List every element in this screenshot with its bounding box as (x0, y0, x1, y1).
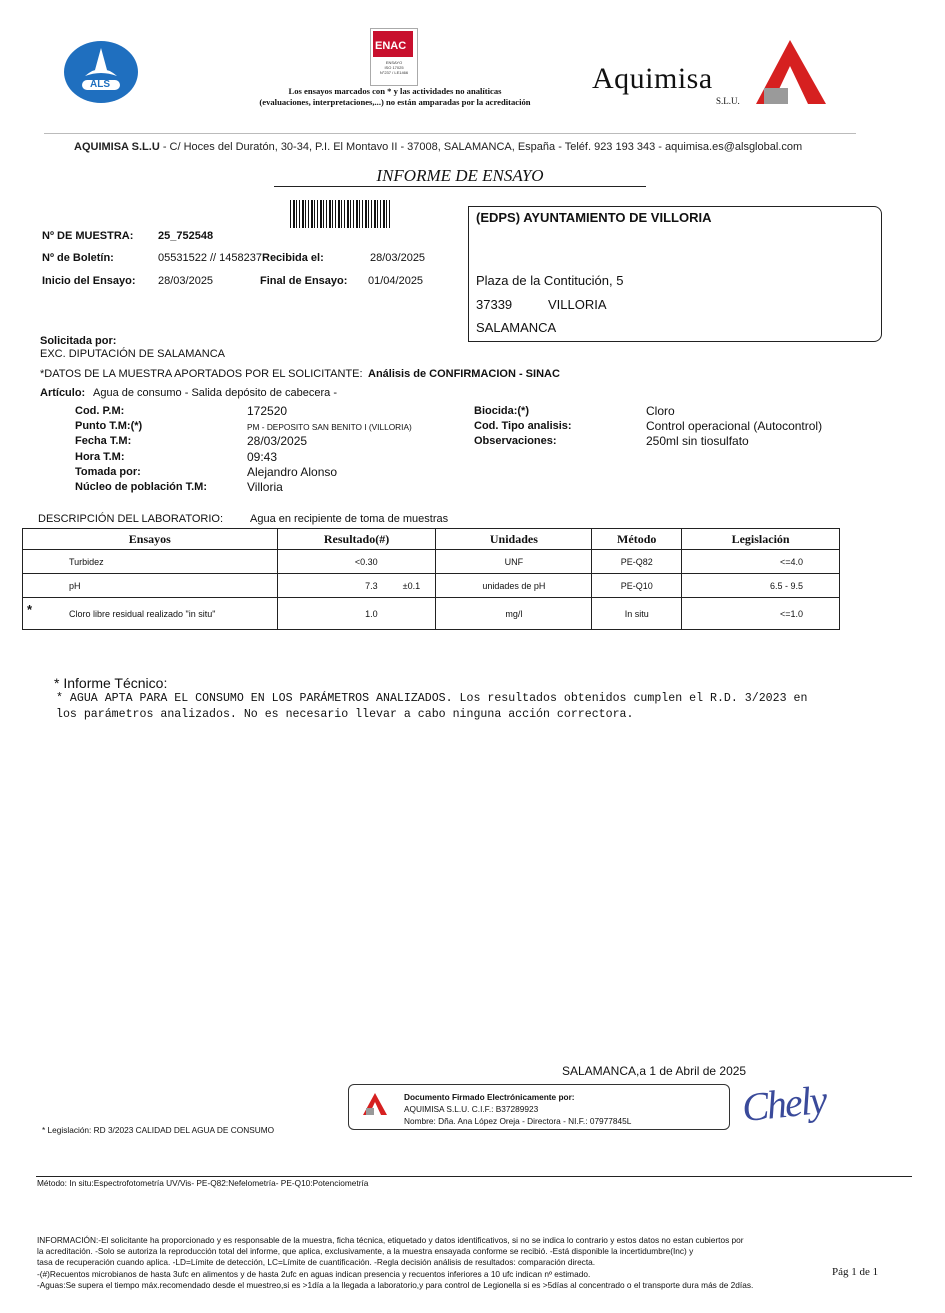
boletin-value: 05531522 // 1458237 (158, 252, 262, 264)
solicitada-label: Solicitada por: (40, 335, 117, 347)
inicio-value: 28/03/2025 (158, 275, 214, 287)
legislacion-cell: 6.5 - 9.5 (682, 574, 840, 598)
metodo-cell: PE-Q82 (592, 550, 682, 574)
title-underline (274, 186, 646, 187)
als-logo (63, 40, 139, 104)
lab-label: DESCRIPCIÓN DEL LABORATORIO: (38, 513, 224, 525)
handwritten-signature: Chely (739, 1076, 828, 1131)
enac-logo (370, 28, 416, 84)
table-row (23, 574, 840, 598)
results-header-row (23, 529, 840, 550)
resultado-value: 7.3 (365, 580, 378, 591)
header-resultado: Resultado(#) (277, 529, 436, 550)
unidades-cell: mg/l (436, 598, 592, 630)
footer-line-4: -(#)Recuentos microbianos de hasta 3ufc en alimentos y de hasta 2ufc en aguas indican presencia y recuentos inferiores a 10 ufc indican nº estimado. (37, 1268, 591, 1279)
ensayo-cell: Turbidez (23, 550, 278, 574)
lab-value: Agua en recipiente de toma de muestras (250, 513, 449, 525)
table-row (23, 550, 840, 574)
muestra-label: Nº DE MUESTRA: (42, 230, 134, 242)
enac-small-1: ENSAYO (385, 60, 403, 65)
als-logo-text: ALS (90, 79, 110, 90)
resultado-cell (277, 598, 436, 630)
enac-small-3: N°237 / LE1466 (379, 70, 409, 75)
aquimisa-logo-text: Aquimisa (592, 62, 713, 95)
signature-box-logo (362, 1092, 388, 1116)
page-number: Pág 1 de 1 (832, 1266, 879, 1278)
ensayo-cell (23, 598, 278, 630)
signature-doc-title: Documento Firmado Electrónicamente por: (404, 1092, 575, 1102)
legislacion-cell: <=1.0 (682, 598, 840, 630)
tipo-analisis-value: Control operacional (Autocontrol) (646, 419, 823, 433)
resultado-value: <0.30 (354, 556, 378, 567)
muestra-value: 25_752548 (158, 230, 214, 242)
metodo-cell: PE-Q10 (592, 574, 682, 598)
signature-doc-line-2: AQUIMISA S.L.U. C.I.F.: B37289923 (404, 1104, 539, 1114)
page-title: INFORME DE ENSAYO (376, 166, 544, 185)
articulo-label: Artículo: (40, 387, 86, 399)
final-label: Final de Ensayo: (260, 275, 348, 287)
informe-line-1: * AGUA APTA PARA EL CONSUMO EN LOS PARÁMETROS ANALIZADOS. Los resultados obtenidos cumplen el R.D. 3/2023 en (56, 692, 808, 705)
unidades-cell: UNF (436, 550, 592, 574)
footer-line-1: INFORMACIÓN:-El solicitante ha proporcionado y es responsable de la muestra, ficha técnica, etiquetado y datos identificativos, si no se indica lo contrario y estos datos no estan cubiertos por (37, 1235, 744, 1245)
tomada-por-value: Alejandro Alonso (247, 465, 338, 479)
client-province: SALAMANCA (476, 320, 557, 335)
recibida-label: Recibida el: (262, 252, 324, 264)
resultado-cell (277, 574, 436, 598)
fecha-tm-value: 28/03/2025 (247, 434, 308, 448)
bottom-divider (36, 1176, 912, 1177)
place-date: SALAMANCA,a 1 de Abril de 2025 (562, 1064, 747, 1078)
footer-line-3: tasa de recuperación cuando aplica. -LD=Límite de detección, LC=Límite de cuantificación. -Regla decisión análisis de resultados: comparación directa. (37, 1257, 596, 1268)
informe-title: * Informe Técnico: (54, 675, 168, 691)
footer-info (37, 1235, 753, 1291)
hora-tm-label: Hora T.M: (75, 451, 125, 463)
enac-logo-text: ENAC (375, 40, 407, 52)
punto-tm-value: PM - DEPOSITO SAN BENITO I (VILLORIA) (247, 422, 412, 432)
non-accredited-mark: * (27, 602, 33, 617)
company-address-line (74, 141, 802, 153)
client-street: Plaza de la Contitución, 5 (476, 273, 624, 288)
recibida-value: 28/03/2025 (370, 252, 426, 264)
header-legislacion: Legislación (682, 529, 840, 550)
observaciones-label: Observaciones: (474, 435, 557, 447)
header-divider (44, 133, 856, 134)
inicio-label: Inicio del Ensayo: (42, 275, 136, 287)
legislacion-note: * Legislación: RD 3/2023 CALIDAD DEL AGUA DE CONSUMO (42, 1125, 275, 1135)
datos-value: Análisis de CONFIRMACION - SINAC (368, 368, 560, 380)
legislacion-cell: <=4.0 (682, 550, 840, 574)
company-address: - C/ Hoces del Duratón, 30-34, P.I. El Montavo II - 37008, SALAMANCA, España - Teléf. 923 193 343 - aquimisa.es@alsglobal.com (159, 141, 803, 153)
resultado-cell (277, 550, 436, 574)
hora-tm-value: 09:43 (247, 450, 278, 464)
client-name: (EDPS) AYUNTAMIENTO DE VILLORIA (476, 210, 712, 225)
final-value: 01/04/2025 (368, 275, 424, 287)
datos-label: *DATOS DE LA MUESTRA APORTADOS POR EL SOLICITANTE: (40, 368, 363, 380)
ensayo-cell: pH (23, 574, 278, 598)
signature-doc-line-3: Nombre: Dña. Ana López Oreja - Directora - NI.F.: 07977845L (404, 1116, 632, 1126)
resultado-value: 1.0 (365, 608, 378, 619)
cod-pm-label: Cod. P.M: (75, 405, 125, 417)
boletin-label: Nº de Boletín: (42, 252, 114, 264)
metodo-note: Método: In situ:Espectrofotometría UV/Vis- PE-Q82:Nefelometría- PE-Q10:Potenciometría (37, 1178, 369, 1188)
accreditation-note-2: (evaluaciones, interpretaciones,...) no están amparadas por la acreditación (259, 97, 531, 107)
tipo-analisis-label: Cod. Tipo analisis: (474, 420, 572, 432)
biocida-value: Cloro (646, 404, 675, 418)
solicitada-value: EXC. DIPUTACIÓN DE SALAMANCA (40, 348, 225, 360)
client-postcode: 37339 (476, 297, 513, 312)
footer-line-2: la acreditación. -Solo se autoriza la reproducción total del informe, que aplica, exclusivamente, a la muestra ensayada conforme se recibió. -Está disponible la incertidumbre(Inc) y (37, 1246, 694, 1257)
articulo-value: Agua de consumo - Salida depósito de cabecera - (93, 387, 337, 399)
header-metodo: Método (592, 529, 682, 550)
fecha-tm-label: Fecha T.M: (75, 435, 132, 447)
barcode (290, 200, 390, 228)
company-name: AQUIMISA S.L.U (74, 141, 160, 153)
ensayo-text: Cloro libre residual realizado "in situ" (69, 608, 216, 619)
accreditation-note-1: Los ensayos marcados con * y las actividades no analíticas (288, 86, 502, 96)
header-ensayos: Ensayos (23, 529, 278, 550)
client-city: VILLORIA (548, 297, 607, 312)
footer-line-5: -Aguas:Se supera el tiempo máx.recomendado desde el muestreo,si es >1día a la llegada a laboratorio,y para control de Legionella si es >5días al concentrado o el transporte dura más de 2días. (37, 1279, 754, 1290)
biocida-label: Biocida:(*) (474, 405, 529, 417)
results-table (22, 528, 840, 630)
aquimisa-logo-sub: S.L.U. (716, 96, 740, 106)
enac-small-2: ISO 17025 (384, 65, 404, 70)
unidades-cell: unidades de pH (436, 574, 592, 598)
observaciones-value: 250ml sin tiosulfato (646, 434, 749, 448)
table-row (23, 598, 840, 630)
incertidumbre-value: ±0.1 (402, 580, 421, 591)
informe-line-2: los parámetros analizados. No es necesario llevar a cabo ninguna acción correctora. (56, 708, 634, 721)
tomada-por-label: Tomada por: (75, 466, 141, 478)
header-unidades: Unidades (436, 529, 592, 550)
metodo-cell: In situ (592, 598, 682, 630)
nucleo-label: Núcleo de población T.M: (75, 481, 208, 493)
aquimisa-logo (590, 38, 840, 108)
cod-pm-value: 172520 (247, 404, 288, 418)
punto-tm-label: Punto T.M:(*) (75, 420, 143, 432)
nucleo-value: Villoria (247, 480, 283, 494)
